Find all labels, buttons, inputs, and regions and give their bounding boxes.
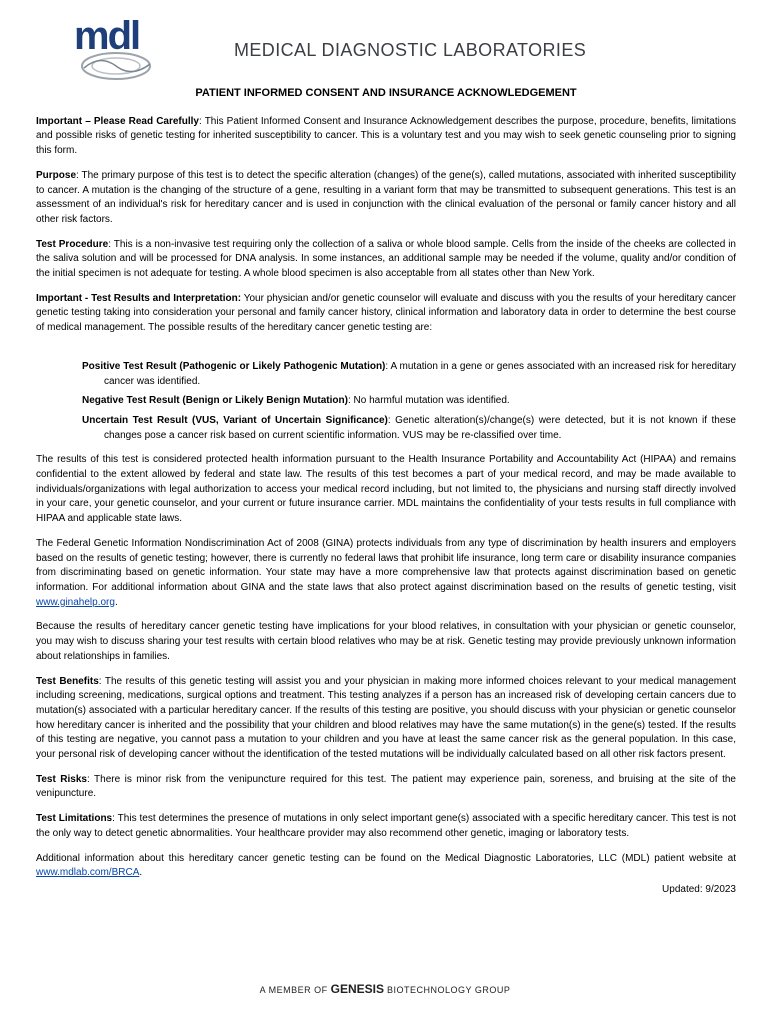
ginahelp-link[interactable]: www.ginahelp.org [36, 596, 115, 608]
footer-brand [0, 982, 770, 996]
benefits-paragraph [36, 675, 736, 763]
uncertain-label: Uncertain Test Result (VUS, Variant of Uncertain Significance) [82, 414, 388, 426]
benefits-label: Test Benefits [36, 675, 99, 687]
list-item-positive [82, 360, 736, 389]
gina-after: . [114, 596, 118, 608]
list-item-uncertain [82, 414, 736, 443]
procedure-label: Test Procedure [36, 238, 109, 250]
negative-text: : No harmful mutation was identified. [347, 395, 510, 407]
positive-text: : A mutation in a gene or genes associated with an increased risk for hereditary cancer was identified. [104, 360, 737, 387]
risks-paragraph [36, 773, 736, 802]
purpose-text: : The primary purpose of this test is to detect the specific alteration (changes) of the gene(s), called mutations, associated with inherited susceptibility to cancer. A mutation is the changing of the structure of a gene, resulting in a variant form that may be transmitted to subsequent generations. This test is an assessment of an individual's risk for hereditary cancer and is used in conjunction with the clinical evaluation of the personal or family cancer history and all other risk factors. [36, 169, 736, 225]
results-label: Important - Test Results and Interpretation: [36, 292, 242, 304]
procedure-paragraph [36, 238, 736, 282]
additional-paragraph [36, 852, 736, 881]
relatives-paragraph: Because the results of hereditary cancer genetic testing have implications for your blood relatives, in consultation with your physician or genetic counselor, you may wish to discuss sharing your test results with certain blood relatives who may be at risk. Genetic testing may provide previously unknown information about relationships in families. [36, 621, 736, 662]
mdl-logo [70, 14, 170, 88]
results-text: Your physician and/or genetic counselor will evaluate and discuss with you the results of your hereditary cancer genetic testing taking into consideration your personal and family cancer history, clinical information and laboratory data in order to determine the best course of medical management. The possible results of the hereditary cancer genetic testing are: [36, 292, 736, 334]
results-paragraph [36, 292, 736, 336]
limitations-paragraph [36, 812, 736, 841]
important-text: : This Patient Informed Consent and Insurance Acknowledgement describes the purpose, procedure, benefits, limitations and possible risks of genetic testing for inherited susceptibility to cancer. This is a voluntary test and you may wish to seek genetic counseling prior to signing this form. [36, 115, 736, 157]
document-title: PATIENT INFORMED CONSENT AND INSURANCE ACKNOWLEDGEMENT [195, 87, 577, 99]
positive-label: Positive Test Result (Pathogenic or Likely Pathogenic Mutation) [82, 360, 386, 372]
uncertain-text: : Genetic alteration(s)/change(s) were detected, but it is not known if these changes pose a cancer risk based on current scientific information. VUS may be re-classified over time. [104, 414, 736, 441]
footer-genesis: GENESIS [330, 982, 384, 996]
risks-text: : There is minor risk from the venipuncture required for this test. The patient may experience pain, soreness, and bruising at the site of the venipuncture. [36, 773, 736, 800]
purpose-paragraph [36, 169, 736, 228]
updated-date: Updated: 9/2023 [662, 883, 736, 895]
purpose-label: Purpose [36, 169, 77, 181]
additional-after: . [139, 867, 143, 879]
gina-text: The Federal Genetic Information Nondiscrimination Act of 2008 (GINA) protects individuals from any type of discrimination by health insurers and employers based on the results of genetic testing; however, there is currently no federal laws that prohibit life insurance, long term care or disability insurance companies from discriminating based on genetic information. Your state may have a more comprehensive law that protects against discrimination based on genetic information. For additional information about GINA and the state laws that also protect against discrimination based on the results of genetic testing, visit [36, 537, 736, 593]
risks-label: Test Risks [36, 773, 87, 785]
letterhead [70, 14, 730, 88]
hipaa-paragraph: The results of this test is considered protected health information pursuant to the Health Insurance Portability and Accountability Act (HIPAA) and remains confidential to the extent allowed by federal and state law. The results of this test becomes a part of your medical record, and may be made available to individuals/organizations with legal authorization to access your medical record including, but not limited to, the physicians and nursing staff directly involved in your care, your genetic counselor, and your current or future insurance carrier. MDL maintains the confidentiality of your tests results in full compliance with HIPAA and applicable state laws. [36, 454, 736, 525]
list-item-negative [82, 394, 736, 409]
negative-label: Negative Test Result (Benign or Likely Benign Mutation) [82, 395, 348, 407]
procedure-text: : This is a non-invasive test requiring only the collection of a saliva or whole blood sample. Cells from the inside of the cheeks are collected in the saliva solution and will be processed for DNA analysis. In some instances, an additional sample may be needed if the volume, quality and/or condition of the initial specimen is not adequate for testing. A whole blood specimen is also acceptable from all states other than New York. [36, 238, 736, 280]
important-label: Important – Please Read Carefully [36, 115, 199, 127]
footer-prefix: A MEMBER OF [259, 985, 328, 995]
important-paragraph [36, 115, 736, 159]
company-name: MEDICAL DIAGNOSTIC LABORATORIES [234, 40, 587, 60]
limitations-label: Test Limitations [36, 813, 113, 825]
document-body [36, 86, 736, 898]
additional-text: Additional information about this hereditary cancer genetic testing can be found on the Medical Diagnostic Laboratories, LLC (MDL) patient website at [36, 852, 736, 864]
mdlab-brca-link[interactable]: www.mdlab.com/BRCA [36, 867, 140, 879]
benefits-text: : The results of this genetic testing will assist you and your physician in making more informed choices relevant to your medical management including screening, medications, surgical options and treatment. This testing analyzes if a person has an increased risk of developing certain cancers due to mutation(s) associated with a particular hereditary cancer. If the results of this testing are positive, you should discuss with your physician or genetic counselor how hereditary cancer is inherited and the possibility that your children and blood relatives may have the same mutation(s) in the gene(s) tested. If the results of this testing are negative, you cannot pass a mutation to your children and you have at least the same cancer risk as the general population. In this case, your personal risk of developing cancer without the identification of the tested mutations will be individually calculated based on all other risk factors present. [36, 675, 736, 761]
limitations-text: : This test determines the presence of mutations in only select important gene(s) associated with a specific hereditary cancer. This test is not the only way to detect genetic abnormalities. Your healthcare provider may also recommend other genetic, imaging or laboratory tests. [36, 813, 737, 839]
gina-paragraph [36, 537, 736, 611]
footer-suffix: BIOTECHNOLOGY GROUP [387, 985, 511, 995]
result-types-list [36, 360, 736, 444]
logo-text: mdl [74, 14, 140, 58]
